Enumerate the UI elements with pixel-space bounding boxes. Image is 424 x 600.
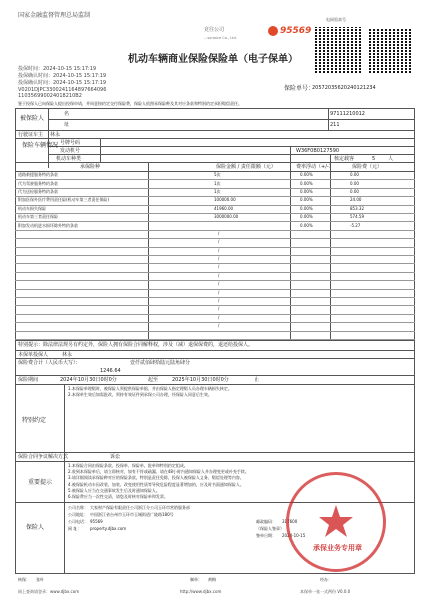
coverage-premium: 0.00 xyxy=(350,172,359,178)
coverage-amount: 100000.00 xyxy=(214,197,236,203)
divider xyxy=(15,384,415,385)
coverage-row-line xyxy=(15,272,415,273)
issue-time: 投保时间：2024-10-15 15:17:19 xyxy=(18,66,97,72)
application-number: V0201DJPC3300241164897664096 xyxy=(18,87,107,93)
verifier: 张叶 xyxy=(36,577,44,582)
coverage-row-line xyxy=(15,238,415,239)
coverage-row-line xyxy=(15,322,415,323)
insurer-web: property.djbx.com xyxy=(90,526,127,531)
vehicle-type-label: 机动车种类 xyxy=(56,156,82,162)
divider xyxy=(15,375,415,376)
coverage-rate: 0.00% xyxy=(300,197,313,203)
qr-caption: 电网验真号 xyxy=(326,17,346,22)
coverage-premium: 0.00 xyxy=(350,189,359,194)
important-label: 重要提示 xyxy=(28,479,53,486)
coverage-name: 机动车第三者责任保险 xyxy=(18,214,58,220)
seats-unit: 人 xyxy=(388,156,394,162)
period-to-label: 起至 xyxy=(148,377,159,383)
vin-number: W36F0B0127590 xyxy=(296,148,340,154)
insured-name-label: 名 xyxy=(64,111,70,117)
special-label: 特别约定 xyxy=(22,417,47,424)
effective-time: 投保确认时间：2024-10-15 15:17:19 xyxy=(18,80,107,86)
coverage-name: 机动车损失保险 xyxy=(18,205,46,211)
coverage-premium: 0.00 xyxy=(350,180,359,186)
empty-cell-slash: / xyxy=(218,314,220,320)
period-from: 2024年10月30日0时0分 xyxy=(60,377,117,383)
divider xyxy=(15,130,415,131)
insurer-qr-code xyxy=(369,29,413,73)
divider xyxy=(15,340,415,341)
insurer-company: 大家财产保险有限责任公司浙江分公司玉环市营销服务部 xyxy=(90,505,190,510)
insured-id-tail: 97111210012 xyxy=(330,111,365,117)
engine-label: 发动机号 xyxy=(60,148,81,154)
footer-left: 网上查询请登录：www.djbx.com xyxy=(18,589,80,594)
coverage-row-line xyxy=(15,314,415,315)
coverage-amount: 1次 xyxy=(214,180,221,186)
sign-date: 2024-10-15 xyxy=(282,533,306,538)
period-end: 止 xyxy=(254,377,260,383)
coverage-row-line xyxy=(15,331,415,332)
insured-id-tail-2: 211 xyxy=(330,122,340,128)
official-seal-icon xyxy=(286,472,386,572)
important-item: 4.被保险机动车因改装、加装、改变使用性质等导致危险程度显著增加的，应及时书面通知保险人。 xyxy=(68,481,244,487)
coverage-row-line xyxy=(15,305,415,306)
logo-circle-icon xyxy=(268,26,278,36)
insurer-company-label: 公司名称： xyxy=(68,505,88,510)
divider xyxy=(48,154,415,155)
coverage-amount: 41960.00 xyxy=(214,205,234,211)
policy-holder: 林永 xyxy=(62,352,73,358)
plate-label: 号牌号码 xyxy=(60,140,81,146)
divider xyxy=(330,154,331,162)
company-english-name: ...surance Co., Ltd. xyxy=(204,36,237,40)
total-premium-label: 保险费合计（人民币大写）： xyxy=(18,360,81,366)
code-number: 110356990024018210B2 xyxy=(18,93,82,99)
footer-right: 本保单一张一式两份 V0.0.0 xyxy=(300,589,351,594)
divider xyxy=(64,384,65,574)
dispute-value: 诉讼 xyxy=(110,454,121,460)
divider xyxy=(15,350,415,351)
coverage-row-line xyxy=(15,297,415,298)
insurer-web-label: 网 址： xyxy=(68,526,82,531)
coverage-name: 代为驾驶服务特约条款 xyxy=(18,180,58,186)
seal-label: （保险人签章） xyxy=(256,526,284,531)
coverage-premium: 574.59 xyxy=(350,214,364,220)
company-short-name: 竞往公司 xyxy=(204,27,225,33)
insurer-address-label: 公司地址： xyxy=(68,512,88,517)
coverage-header-rate: 费率浮动（+/-） xyxy=(296,164,334,170)
divider xyxy=(15,461,415,462)
divider xyxy=(15,162,415,163)
insurer-phone: 95569 xyxy=(90,519,103,524)
coverage-amount: 3000000.00 xyxy=(214,214,239,220)
policy-number-label: 保险单号： xyxy=(284,85,315,92)
maker-label: 制单： xyxy=(190,577,202,582)
important-item: 3.请详细阅读承保险种对应的保险条款，特别是责任免除、投保人被保险人义务、赔偿处理等内容。 xyxy=(68,475,244,481)
insurer-phone-label: 公司电话： xyxy=(68,519,88,524)
empty-cell-slash: / xyxy=(218,247,220,253)
coverage-rate: 0.00% xyxy=(300,180,313,186)
important-item: 1.本保险合同由保险条款、投保单、保险单、批单和特别约定组成。 xyxy=(68,463,188,468)
seats-value: 5 xyxy=(372,156,376,162)
insured-label: 被保险人 xyxy=(20,115,45,122)
divider xyxy=(290,146,291,162)
coverage-rate: 0.00% xyxy=(300,222,313,228)
handler-label: 经办： xyxy=(320,577,332,582)
divider xyxy=(15,452,415,453)
maker: 黄梅 xyxy=(208,577,216,582)
coverage-rate: 0.00% xyxy=(300,189,313,194)
coverage-name: 附加发动机进水损坏除外特约条款 xyxy=(18,222,78,228)
policy-number: 20572035620240121234 xyxy=(312,85,376,91)
regulator-label: 国家金融监督管理总局监制 xyxy=(18,12,91,19)
dispute-label: 保险合同争议解决方式 xyxy=(18,454,69,460)
verifier-label: 核保： xyxy=(18,577,30,582)
insured-address-label: 址 xyxy=(64,122,70,128)
important-item: 2.收到本保险单后，请立即核对，如有不符或疏漏，请在48小时内通知保险人并办理变更或补充手续。 xyxy=(68,469,249,475)
coverage-row-line xyxy=(15,280,415,281)
coverage-header-premium: 保险费（元） xyxy=(352,164,383,170)
sign-date-label: 签单日期： xyxy=(256,533,276,538)
confirm-time: 投保确认时间：2024-10-15 15:17:19 xyxy=(18,73,107,79)
coverage-rate: 0.00% xyxy=(300,172,313,178)
coverage-premium: -5.27 xyxy=(350,222,361,228)
divider xyxy=(15,358,415,359)
coverage-header-amount: 保险金额 / 责任限额（元） xyxy=(216,164,276,170)
empty-cell-slash: / xyxy=(218,239,220,245)
empty-cell-slash: / xyxy=(218,281,220,287)
coverage-header-risk: 承保险种 xyxy=(80,164,101,170)
postcode-label: 邮政编码： xyxy=(256,519,276,524)
divider xyxy=(15,138,415,139)
coverage-row-line xyxy=(15,263,415,264)
coverage-amount: 1次 xyxy=(214,189,221,194)
insurer-label: 保险人 xyxy=(26,524,45,531)
empty-cell-slash: / xyxy=(218,323,220,329)
empty-cell-slash: / xyxy=(218,306,220,312)
seats-label: 核定载客 xyxy=(334,156,355,162)
empty-cell-slash: / xyxy=(218,289,220,295)
policy-holder-label: 本保单投保人 xyxy=(18,352,49,358)
special-clause-1: 1.本保险单理赔时，被保险人须提供保险单据，并由保险人指定理赔人员办理车辆损失核定。 xyxy=(68,386,232,391)
postcode: 317600 xyxy=(282,519,298,524)
period-to: 2025年10月30日0时0分 xyxy=(172,377,229,383)
divider xyxy=(48,146,415,147)
notice-text: 鉴于投保人已向保险人提出投保申请，并同意按约定交付保险费，保险人依照承保险种及其对应条款和特别约定承担赔偿责任。 xyxy=(18,101,242,106)
coverage-rate: 0.00% xyxy=(300,214,313,220)
divider xyxy=(48,119,415,120)
vehicle-label: 保险车辆情况 xyxy=(22,142,59,149)
coverage-amount: 5次 xyxy=(214,172,221,178)
empty-cell-slash: / xyxy=(218,272,220,278)
coverage-name: 代为送检服务特约条款 xyxy=(18,189,58,194)
special-clause-2: 2.本保单生效后如需批改，须持有效证件到承保公司办理，经保险人同意后生效。 xyxy=(68,392,212,397)
total-premium-upper: 壹仟贰佰肆拾陆元陆角肆分 xyxy=(130,360,191,366)
verify-qr-code xyxy=(315,27,363,73)
hotline-logo xyxy=(268,26,316,40)
important-item: 5.被保险人应当在交通事故发生后及时通知保险人。 xyxy=(68,487,160,493)
license-owner-label: 行驶证车主 xyxy=(18,132,44,138)
total-premium-number: 1246.64 xyxy=(100,368,121,374)
empty-cell-slash: / xyxy=(218,298,220,303)
footer-url: http://www.djbx.com xyxy=(180,589,222,594)
coverage-row-line xyxy=(15,230,415,231)
period-label: 保险期间 xyxy=(18,377,39,383)
coverage-name: 附加医保外医疗费用责任险(机动车第三者责任保险) xyxy=(18,197,110,203)
divider xyxy=(100,138,101,162)
empty-cell-slash: / xyxy=(218,230,220,236)
seal-sub-text: 承保业务专用章 xyxy=(313,544,362,552)
important-item: 6.保险费应当一次性交清，请您及时核对保险单和发票。 xyxy=(68,494,168,499)
page-title: 机动车辆商业保险保险单（电子保单） xyxy=(128,54,298,65)
coverage-name: 道路救援服务特约条款 xyxy=(18,172,58,178)
coverage-row-line xyxy=(15,255,415,256)
empty-cell-slash: / xyxy=(218,264,220,270)
coverage-row-line xyxy=(15,289,415,290)
coverage-premium: 24.00 xyxy=(350,197,362,203)
coverage-premium: 853.32 xyxy=(350,205,364,211)
special-tip: 特别提示：除法律法规另有约定外，保险人拥有保险合同解释权，涉及（减）退保保费的，退还给投保人。 xyxy=(18,342,254,348)
hotline-number: 95569 xyxy=(280,26,312,36)
empty-cell-slash: / xyxy=(218,256,220,261)
coverage-row-line xyxy=(15,247,415,248)
license-owner: 林永 xyxy=(50,132,61,138)
coverage-rate: 0.00% xyxy=(300,205,313,211)
insurer-address: 中国浙江省台州市玉环市玉城街道广陵路180号 xyxy=(90,512,174,517)
